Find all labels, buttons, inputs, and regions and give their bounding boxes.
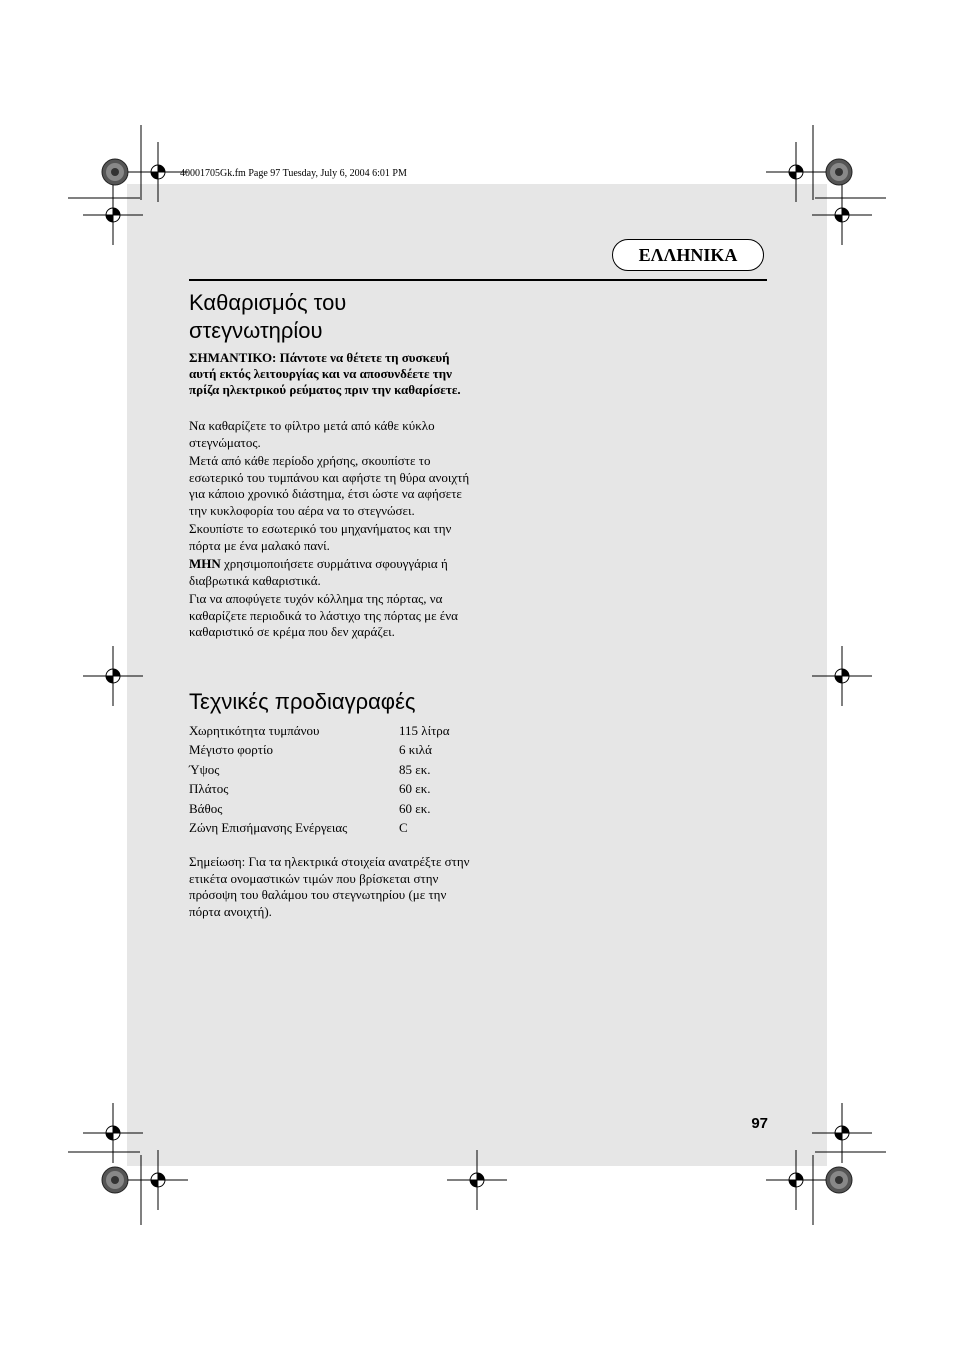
spec-label: Βάθος — [189, 800, 223, 816]
warning-word: ΜΗΝ — [189, 556, 221, 571]
spec-label: Πλάτος — [189, 781, 229, 797]
important-notice: ΣΗΜΑΝΤΙΚΟ: Πάντοτε να θέτετε τη συσκευή αυτή εκτός λειτουργίας και να αποσυνδέετε την πρίζα ηλεκτρικού ρεύματος πριν την καθαρίσετε. — [189, 350, 461, 397]
spec-value: 60 εκ. — [399, 800, 431, 816]
cleaning-title — [189, 289, 474, 345]
spec-value: C — [399, 820, 408, 836]
table-row — [189, 721, 489, 740]
header-rule — [189, 279, 767, 281]
spec-value: 85 εκ. — [399, 761, 431, 777]
spec-label: Χωρητικότητα τυμπάνου — [189, 723, 320, 738]
spec-label: Ύψος — [189, 761, 220, 777]
spec-label: Μέγιστο φορτίο — [189, 742, 273, 758]
table-row — [189, 799, 489, 818]
cleaning-paragraph-3: Σκουπίστε το εσωτερικό του μηχανήματος και την πόρτα με ένα μαλακό πανί. — [189, 521, 452, 553]
cleaning-paragraph-1: Να καθαρίζετε το φίλτρο μετά από κάθε κύκλο στεγνώματος. — [189, 418, 435, 450]
cleaning-paragraph-4 — [189, 556, 474, 589]
language-badge: ΕΛΛΗΝΙΚΑ — [612, 239, 764, 271]
cleaning-title-line1: Καθαρισμός του — [189, 290, 347, 315]
cleaning-section — [189, 289, 474, 643]
table-row — [189, 740, 489, 759]
table-row — [189, 818, 489, 837]
file-header: 40001705Gk.fm Page 97 Tuesday, July 6, 2004 6:01 PM — [180, 168, 407, 179]
table-row — [189, 779, 489, 798]
specs-title: Τεχνικές προδιαγραφές — [189, 689, 416, 714]
specs-table — [189, 721, 489, 837]
warning-text: χρησιμοποιήσετε συρμάτινα σφουγγάρια ή διαβρωτικά καθαριστικά. — [189, 556, 448, 588]
table-row — [189, 760, 489, 779]
spec-value: 115 λίτρα — [399, 723, 450, 738]
cleaning-title-line2: στεγνωτηρίου — [189, 318, 323, 343]
spec-label: Ζώνη Επισήμανσης Ενέργειας — [189, 820, 348, 836]
spec-value: 6 κιλά — [399, 742, 432, 758]
cleaning-paragraph-5: Για να αποφύγετε τυχόν κόλλημα της πόρτας, να καθαρίζετε περιοδικά το λάστιχο της πόρτας με ένα καθαριστικό σε κρέμα που δεν χαράζει. — [189, 591, 458, 639]
spec-value: 60 εκ. — [399, 781, 431, 797]
specs-note: Σημείωση: Για τα ηλεκτρικά στοιχεία ανατρέξτε στην ετικέτα ονομαστικών τιμών που βρίσκεται στην πρόσοψη του θαλάμου του στεγνωτηρίου (με την πόρτα ανοιχτή). — [189, 854, 470, 919]
cleaning-paragraph-2: Μετά από κάθε περίοδο χρήσης, σκουπίστε το εσωτερικό του τυμπάνου και αφήστε τη θύρα ανοιχτή για κάποιο χρονικό διάστημα, έτσι ώστε να αφήσετε την κυκλοφορία του αέρα να το στεγνώσει. — [189, 453, 470, 518]
page-number: 97 — [751, 1115, 768, 1132]
